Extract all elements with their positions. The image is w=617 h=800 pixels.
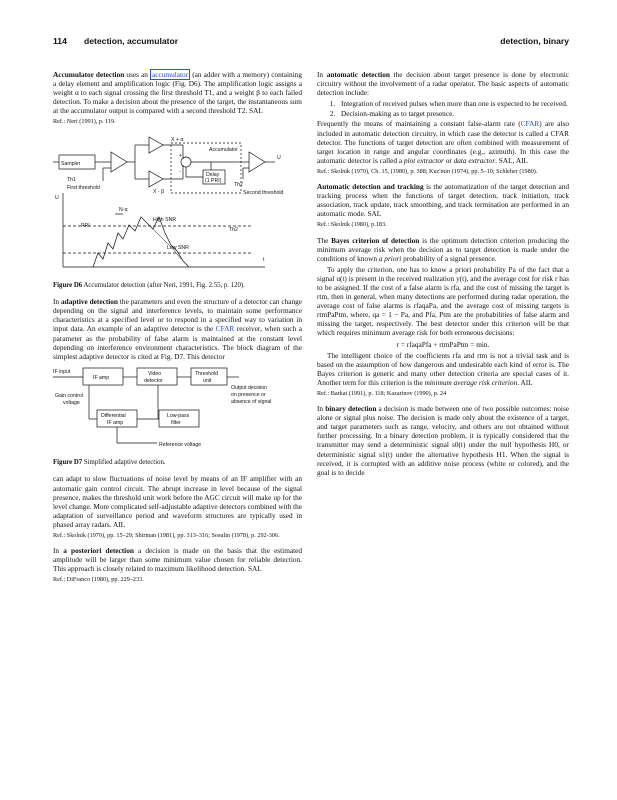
caption-text: Simplified adaptive detection. [83,458,166,466]
entry-text: uses an [126,70,148,79]
automatic-tracking-entry [317,182,569,218]
binary-detection-entry [317,404,569,477]
accumulator-link[interactable]: accumulator [152,70,189,79]
entry-text: In [53,297,60,307]
fig6-label: Low SNR [167,244,189,251]
fig6-label: (1 PRI) [205,177,222,184]
fig7-label: on presence or [231,391,266,398]
cfar-link[interactable]: CFAR [520,119,540,129]
bayes-equation: r = rfaqaPfa + rtmPaPtm = min. [396,339,490,349]
page-header [53,36,569,50]
alpha-weight-block [149,137,163,153]
fig6-label: Accumulator [209,146,238,153]
fig7-label: Differential [101,412,126,419]
automatic-detection-entry [317,70,569,97]
reference: Ref.: Neri (1991), p. 119. [53,118,116,126]
fig7-label: Reference voltage [159,441,202,448]
term-accumulator-detection: Accumulator detection [53,70,125,79]
fig6-label: Th1 [67,176,76,183]
list-item: 1. Integration of received pulses when more than one is expected to be received. [337,99,569,108]
term-binary-detection: binary detection [325,404,377,414]
fig6-label: X + α [171,136,184,143]
fig7-label: voltage [63,399,80,406]
bayes-paragraph: To apply the criterion, one has to know a priori probability Pa of the fact that a signal u(t) is present in the received realization y(t), and the average cost for risk r has to be assigned. If the cost of a false alarm is rfa, and the cost of missing the target is rtm, then in general, when many detections are performed during radar operation, the average cost of false alarms is rfaqaPa, and the average cost of missing targets is rtmPaPtm, where, qa = 1 − Pa, and Pfa, Ptm are the probabilities of false alarm and missing the target, respectively. The best detector under this criterion will be that which requires minimum average risk for both erroneous decisions: [317,264,569,338]
entry-text: ) are also included in automatic detection circuitry, in which case the detector is called a CFAR detector. The functions of target detection are often combined with measurement of target location in range and angular coordinates (e.g., azimuth). In this case the automatic detector is called a [317,119,569,165]
list-item: 2. Decision-making as to target presence. [337,109,569,118]
entry-text: probability of a signal presence. [403,253,497,263]
fig7-label: Video [148,370,162,377]
italic-term: data extractor [453,155,496,165]
fig6-label: U [55,194,59,201]
term-adaptive-detection: adaptive detection [60,297,118,307]
figure-d7-caption [53,459,302,468]
entry-text: (an adder with a memory) containing a delay element and amplification logic (Fig. D6). The amplification logic assigns a weight α to each signal crossing the first threshold T1, and a weight β to each failed detection. To make a decision about the presence of the target, the instantaneous sum at the accumulator output is compared with a second threshold T2. SAL [53,70,303,116]
bayes-paragraph [317,351,569,387]
reference: Ref.: DiFranco (1980), pp. 229–233. [53,576,144,584]
figure-d6 [53,133,302,278]
a-posteriori-detection-entry [53,546,302,573]
fig6-label: Second threshold [243,189,284,196]
fig6-label: N·α [119,206,128,213]
figure-d6-caption [53,282,302,291]
entry-text: . SAL, AIL [495,155,528,165]
cfar-link[interactable]: CFAR [215,324,235,334]
figure-d7 [53,363,302,455]
bayes-criterion-entry [317,236,569,263]
fig7-label: IF amp [93,374,110,381]
entry-text: or [445,155,452,165]
right-column [317,70,569,479]
fig7-label: detector [144,377,163,384]
entry-text: the parameters and even the structure of a detector can change depending on the signal and interference levels, to maintain some performance characteristics at a specified level or to respond in a specified way to variation in input data. An example of an adaptive detector is the [53,297,302,334]
entry-text: In [317,70,324,79]
fig6-label: High SNR [153,216,177,223]
automatic-detection-list [317,99,569,118]
entry-text: In [53,546,60,556]
running-head-right: detection, binary [500,36,569,46]
fig6-label: U [277,154,281,161]
fig7-label: Threshold [195,370,219,377]
entry-text: the decision about target presence is done by electronic circuitry without the involvement of a radar operator. The basic aspects of automatic detection include: [317,70,570,98]
beta-weight-block [149,171,163,187]
fig7-label: IF amp [107,419,124,426]
reference: Ref.: Barkat (1991), p. 118; Kazarinov (1990), p. 24 [317,390,447,397]
entry-text: a decision is made on the basis that the estimated amplitude will be larger than some minimum value chosen for reliable detection. This approach is closely related to maximum likelihood detection. SAL [53,546,303,574]
term-automatic-detection-tracking: Automatic detection and tracking [317,182,424,192]
entry-text: is the optimum detection criterion producing the minimum average risk when the decision as to target detection is made under the conditions of known [317,235,570,263]
fig7-label: unit [203,377,212,384]
first-threshold-comparator [111,152,127,172]
entry-text: receiver, when such a parameter as the probability of false alarm is maintained at the constant level depending on interference environment characteristics. The block diagram of the simplest adaptive detector is cited at Fig. D7. This detector [53,324,302,361]
fig6-label: First threshold [67,184,100,191]
second-threshold-comparator [249,152,265,172]
running-head-left: detection, accumulator [84,36,179,46]
fig6-label: Th2 [234,181,243,188]
reference: Ref.: Skolnik (1980), p.183. [317,221,387,229]
caption-text: Accumulator detection (after Neri, 1991, Fig. 2.55, p. 120). [83,281,245,289]
italic-term: minimum average risk criterion [424,377,518,387]
page-number: 114 [53,36,67,46]
fig7-label: absence of signal [231,398,272,405]
term-bayes-criterion: Bayes criterion of detection [331,235,420,245]
fig7-label: IF input [53,368,71,375]
fig7-label: Low-pass [167,412,190,419]
fig6-label: t [263,256,265,263]
fig7-label: Gain control [55,392,83,399]
fig7-label: filter [171,419,181,426]
entry-text: Frequently the means of maintaining a constant false-alarm rate ( [317,119,521,129]
adaptive-detection-entry [53,297,302,361]
fig6-label: Sampler [61,160,81,167]
italic-term: a priori [378,253,402,263]
fig7-label: Output decision [231,384,268,391]
automatic-detection-continued [317,119,569,164]
fig6-label: PRI [81,222,90,229]
entry-text: The [317,235,329,245]
accumulator-detection-entry [53,70,302,115]
term-automatic-detection: automatic detection [326,70,390,79]
fig6-label: Th2 [229,226,238,233]
reference: Ref.: Skolnik (1970), pp. 15–29; Shirman (1981), pp. 313–316; Sosulin (1978), p. 292-306. [53,531,280,539]
fig6-label: X - β [153,188,165,195]
left-column [53,70,302,590]
summing-junction [181,157,191,167]
entry-text: In [317,404,324,414]
entry-text: The intelligent choice of the coefficients rfa and rtm is not a trivial task and is based on the assumption of how dangerous and undesirable each kind of error is. The Bayes criterion is generic and many other detection criteria are special cases of it. Another term for this criterion is the [317,350,569,387]
adaptive-detection-continued: can adapt to slow fluctuations of noise level by means of an IF amplifier with an automatic gain control circuit. The abrupt increase in level because of the signal presence, makes the threshold unit work before the AGC circuit will make up for the level change. More complicated self-adjustable adaptive detectors combined with the adaptation of surveillance period and waveform structures are typically used in phased array radars. AIL [53,474,302,529]
entry-text: a decision is made between one of two possible outcomes: noise alone or signal plus noise. The decision is made only about the existence of a target, and target parameters such as range, velocity, and others are not obtained without further processing. In a binary detection problem, it is typically considered that the transmitter may send a deterministic signal s0(t) under the null hypothesis H0, or deterministic signal s1(t) under the alternative hypothesis H1. When the signal is received, it is corrupted with an additive noise process (white or colored), and the goal is to decide [317,404,570,477]
fig6-label: - [179,168,181,175]
entry-text: . AIL [517,377,533,387]
fig6-label: Delay [206,171,220,178]
term-a-posteriori-detection: a posteriori detection [63,546,134,556]
reference: Ref.: Skolnik (1970), Ch. 15, (1980), p. 388; Kuz'min (1974), pp. 5–10; Schleher (1980). [317,167,538,175]
italic-term: plot extractor [403,155,444,165]
fig6-label: + [179,152,183,159]
caption-label: Figure D6 [53,281,83,289]
caption-label: Figure D7 [53,458,83,466]
entry-text: is the automatization of the target detection and tracking process when the functions of target detection, track initiation, track association, track update, track smoothing, and track termination are performed in an automatic mode. SAL [317,182,569,219]
